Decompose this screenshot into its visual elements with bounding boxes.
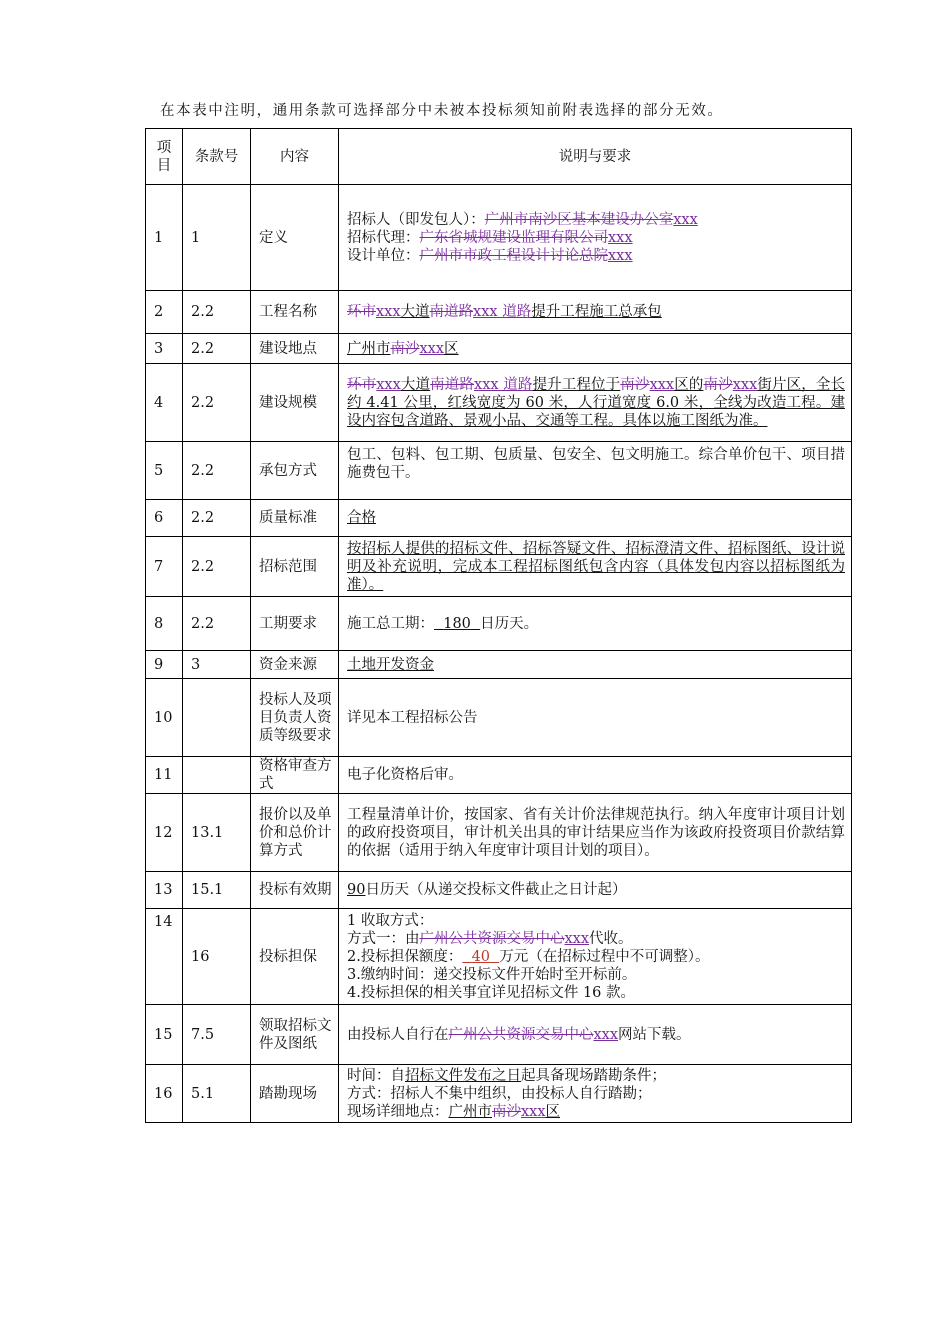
row-clause: 15.1 (183, 872, 251, 909)
row-clause: 16 (183, 909, 251, 1005)
table-row (146, 679, 852, 757)
row-description: 工程量清单计价，按国家、省有关计价法律规范执行。纳入年度审计项目计划的政府投资项目，审计机关出具的审计结果应当作为该政府投资项目价款结算的依据（适用于纳入年度审计项目计划的项目）。 (339, 794, 852, 872)
table-row (146, 291, 852, 334)
table-row (146, 334, 852, 364)
row-item: 定义 (251, 185, 339, 291)
row-description: 由投标人自行在广州公共资源交易中心xxx网站下载。 (339, 1005, 852, 1065)
row-number: 5 (146, 442, 183, 500)
row-description: 90日历天（从递交投标文件截止之日计起） (339, 872, 852, 909)
tender-data-table (145, 128, 852, 1123)
table-row (146, 537, 852, 597)
row-number: 3 (146, 334, 183, 364)
row-clause: 1 (183, 185, 251, 291)
row-description: 环市xxx大道南道路xxx 道路提升工程施工总承包 (339, 291, 852, 334)
row-clause: 5.1 (183, 1065, 251, 1123)
row-number: 1 (146, 185, 183, 291)
row-description: 详见本工程招标公告 (339, 679, 852, 757)
table-row (146, 597, 852, 651)
table-row (146, 185, 852, 291)
row-item: 报价以及单价和总价计算方式 (251, 794, 339, 872)
row-number: 12 (146, 794, 183, 872)
header-description: 说明与要求 (339, 129, 852, 185)
table-header-row (146, 129, 852, 185)
row-clause (183, 757, 251, 794)
row-description: 时间：自招标文件发布之日起具备现场踏勘条件； 方式：招标人不集中组织，由投标人自行踏勘； 现场详细地点：广州市南沙xxx区 (339, 1065, 852, 1123)
row-clause: 3 (183, 651, 251, 679)
row-clause (183, 679, 251, 757)
row-clause: 2.2 (183, 334, 251, 364)
row-clause: 2.2 (183, 291, 251, 334)
row-clause: 2.2 (183, 537, 251, 597)
row-item: 投标有效期 (251, 872, 339, 909)
row-item: 建设规模 (251, 364, 339, 442)
row-clause: 13.1 (183, 794, 251, 872)
row-number: 9 (146, 651, 183, 679)
row-number: 8 (146, 597, 183, 651)
row-number: 13 (146, 872, 183, 909)
table-row (146, 794, 852, 872)
row-item: 领取招标文件及图纸 (251, 1005, 339, 1065)
row-description: 招标人（即发包人）：广州市南沙区基本建设办公室xxx 招标代理：广东省城规建设监理有限公司xxx 设计单位：广州市市政工程设计讨论总院xxx (339, 185, 852, 291)
row-description: 施工总工期： 180 日历天。 (339, 597, 852, 651)
table-row (146, 1065, 852, 1123)
row-clause: 2.2 (183, 597, 251, 651)
row-description: 环市xxx大道南道路xxx 道路提升工程位于南沙xxx区的南沙xxx街片区，全长约 4.41 公里，红线宽度为 60 米，人行道宽度 6.0 米，全线为改造工程。建设内容包含道路、景观小品、交通等工程。具体以施工图纸为准。 (339, 364, 852, 442)
row-item: 质量标准 (251, 500, 339, 537)
row-item: 承包方式 (251, 442, 339, 500)
row-number: 15 (146, 1005, 183, 1065)
row-item: 建设地点 (251, 334, 339, 364)
row-item: 招标范围 (251, 537, 339, 597)
table-note: 在本表中注明，通用条款可选择部分中未被本投标须知前附表选择的部分无效。 (160, 103, 724, 119)
row-description: 电子化资格后审。 (339, 757, 852, 794)
row-clause: 2.2 (183, 500, 251, 537)
row-item: 投标人及项目负责人资质等级要求 (251, 679, 339, 757)
row-item: 投标担保 (251, 909, 339, 1005)
row-number: 14 (146, 909, 183, 1005)
table-row (146, 442, 852, 500)
row-description: 1 收取方式： 方式一：由广州公共资源交易中心xxx代收。 2.投标担保额度： 40 万元（在招标过程中不可调整）。 3.缴纳时间：递交投标文件开始时至开标前。 4.投标担保的相关事宜详见招标文件 16 款。 (339, 909, 852, 1005)
row-number: 16 (146, 1065, 183, 1123)
row-clause: 7.5 (183, 1005, 251, 1065)
row-number: 11 (146, 757, 183, 794)
table-row (146, 872, 852, 909)
table-row (146, 364, 852, 442)
header-item-no: 项目 (146, 129, 183, 185)
table-row (146, 757, 852, 794)
row-description: 土地开发资金 (339, 651, 852, 679)
table-row (146, 500, 852, 537)
row-description: 合格 (339, 500, 852, 537)
row-clause: 2.2 (183, 442, 251, 500)
row-description: 广州市南沙xxx区 (339, 334, 852, 364)
header-clause: 条款号 (183, 129, 251, 185)
row-item: 工期要求 (251, 597, 339, 651)
row-clause: 2.2 (183, 364, 251, 442)
row-number: 6 (146, 500, 183, 537)
row-item: 工程名称 (251, 291, 339, 334)
row-number: 2 (146, 291, 183, 334)
table-row (146, 1005, 852, 1065)
row-number: 10 (146, 679, 183, 757)
row-description: 按招标人提供的招标文件、招标答疑文件、招标澄清文件、招标图纸、设计说明及补充说明，完成本工程招标图纸包含内容（具体发包内容以招标图纸为准）。 (339, 537, 852, 597)
row-item: 踏勘现场 (251, 1065, 339, 1123)
row-number: 4 (146, 364, 183, 442)
table-row (146, 651, 852, 679)
row-item: 资金来源 (251, 651, 339, 679)
table-row (146, 909, 852, 1005)
row-item: 资格审查方式 (251, 757, 339, 794)
row-number: 7 (146, 537, 183, 597)
row-description: 包工、包料、包工期、包质量、包安全、包文明施工。综合单价包干、项目措施费包干。 (339, 442, 852, 500)
header-content: 内容 (251, 129, 339, 185)
